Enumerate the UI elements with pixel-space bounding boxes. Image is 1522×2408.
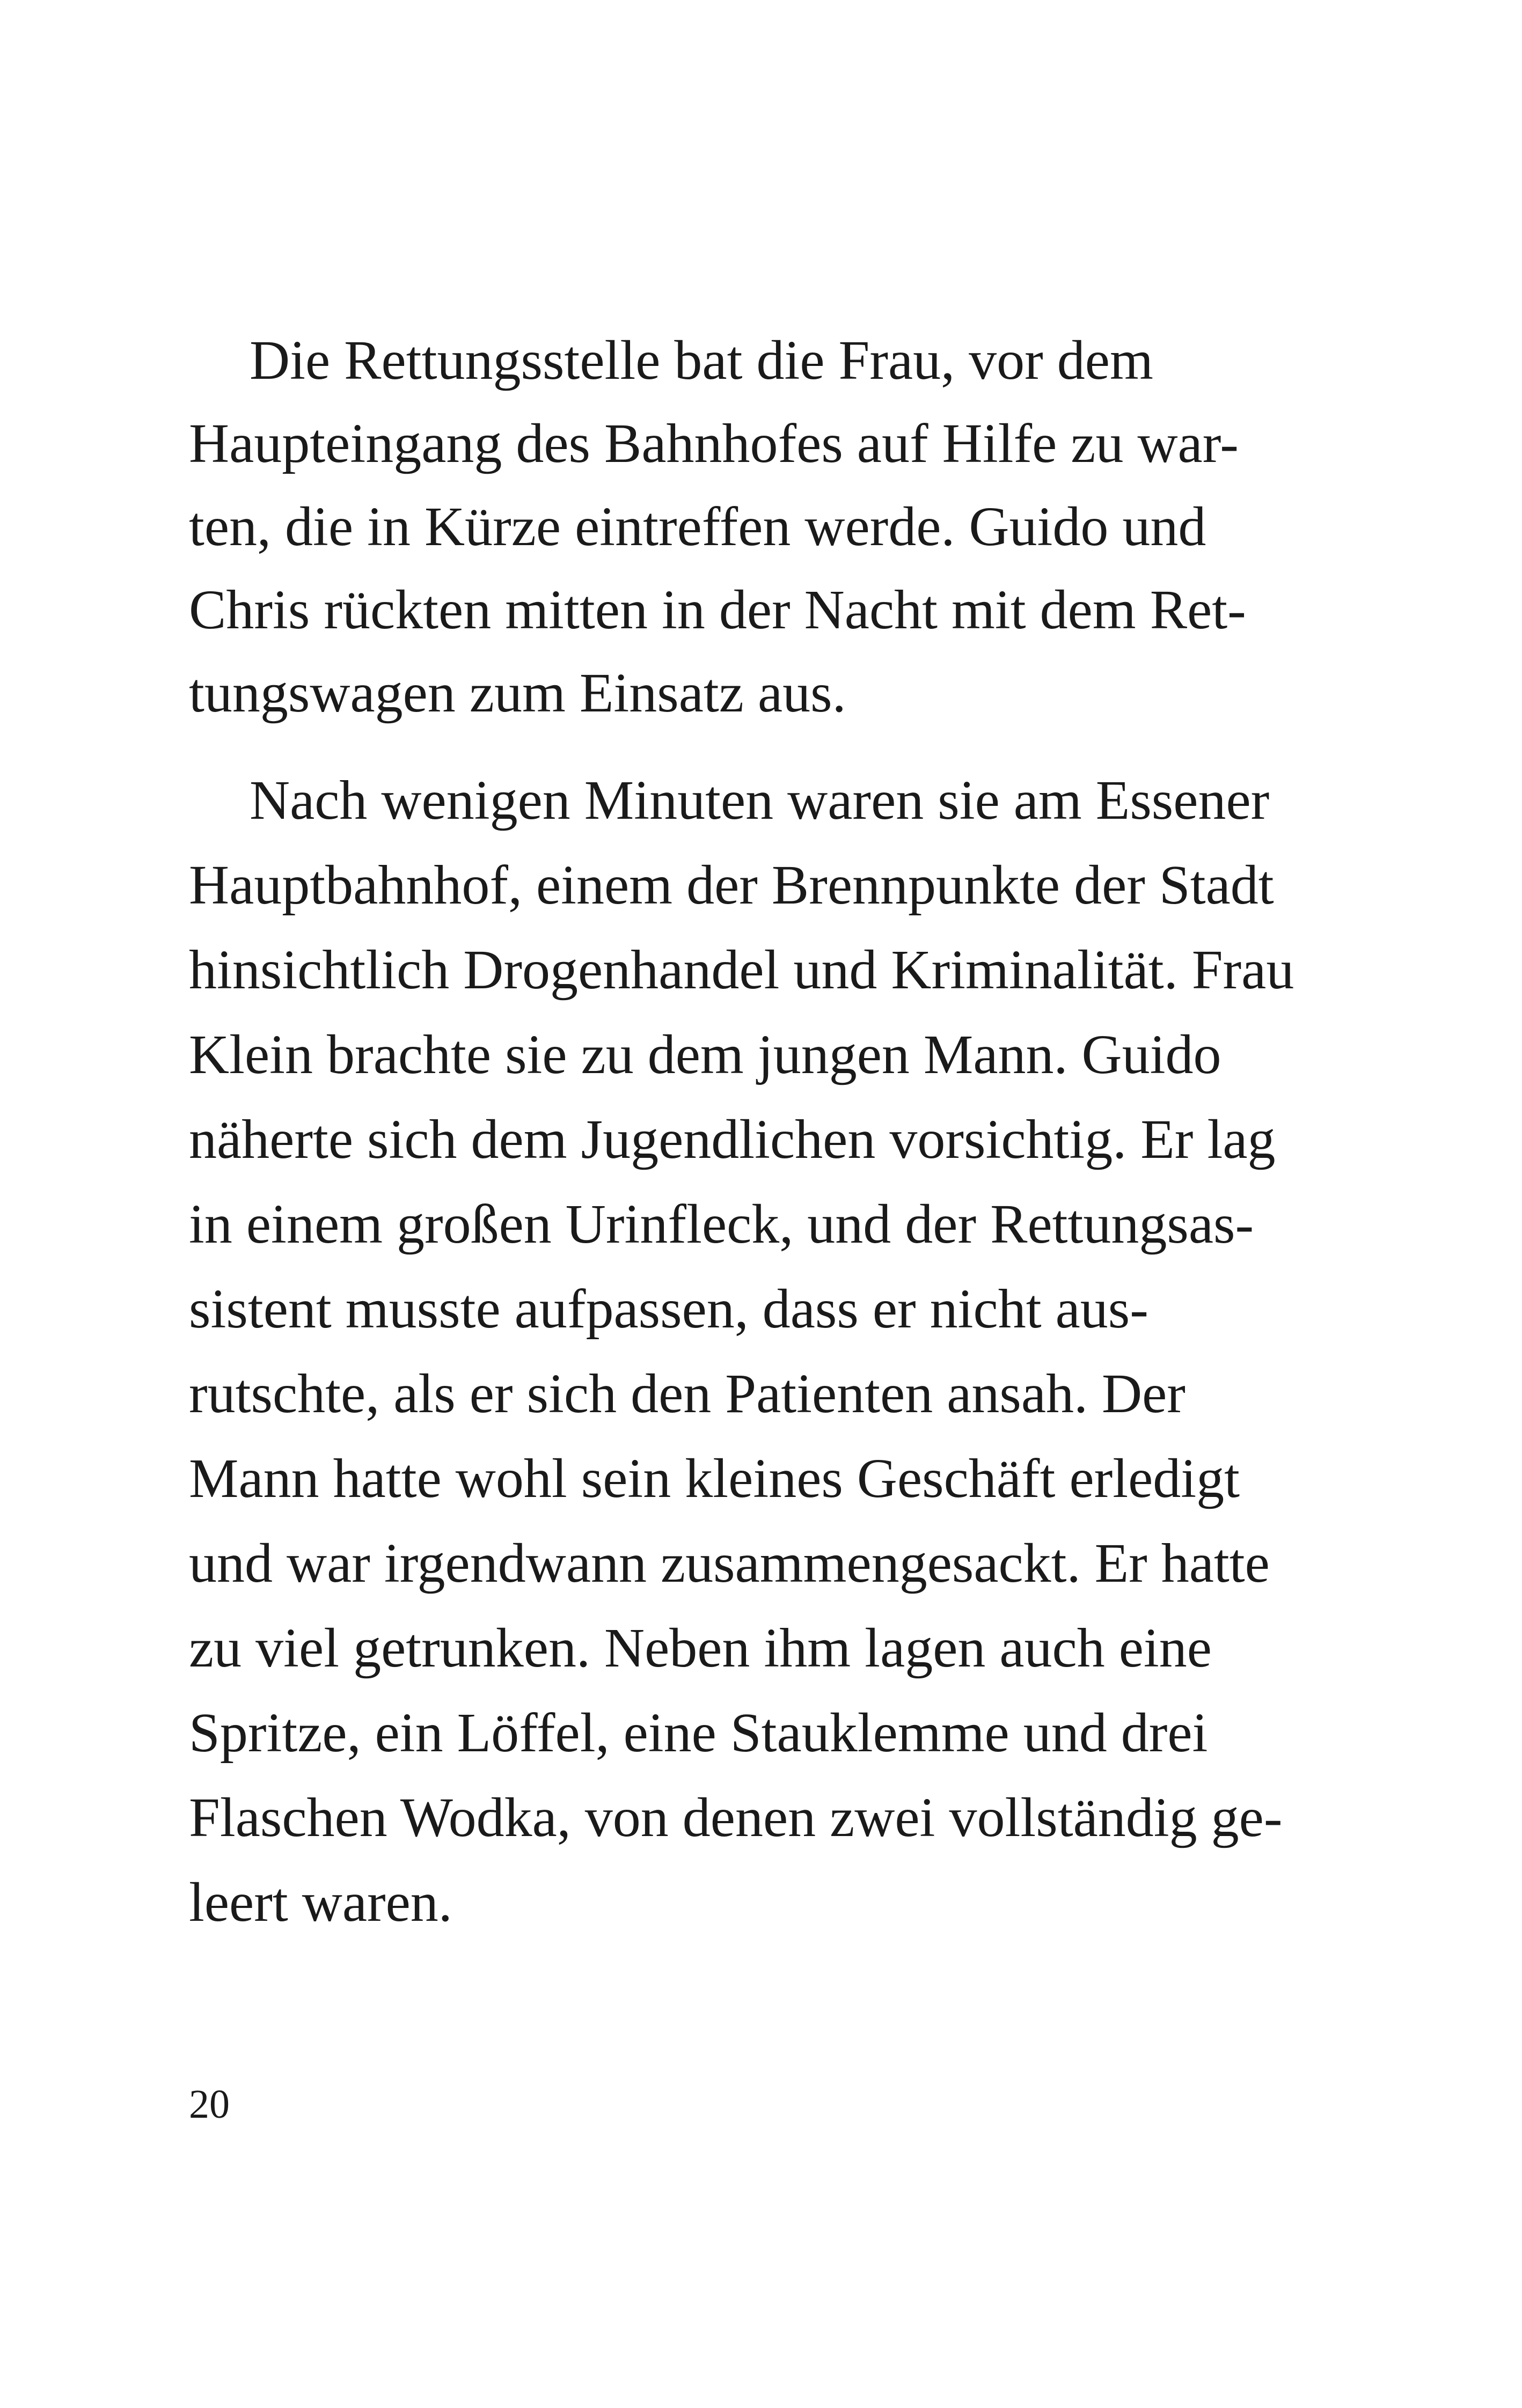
text-line: Klein brachte sie zu dem jungen Mann. Guido xyxy=(189,1024,1221,1085)
text-line: rutschte, als er sich den Patienten ansah. Der xyxy=(189,1363,1186,1425)
text-line: leert waren. xyxy=(189,1871,452,1933)
text-line: Nach wenigen Minuten waren sie am Essener xyxy=(250,769,1270,831)
text-line: tungswagen zum Einsatz aus. xyxy=(189,662,846,724)
text-line: Chris rückten mitten in der Nacht mit dem Ret- xyxy=(189,579,1246,641)
page-number: 20 xyxy=(189,2082,230,2127)
text-line: Flaschen Wodka, von denen zwei vollständig ge- xyxy=(189,1787,1283,1848)
text-line: näherte sich dem Jugendlichen vorsichtig. Er lag xyxy=(189,1108,1276,1170)
text-line: in einem großen Urinfleck, und der Rettungsas- xyxy=(189,1193,1254,1255)
text-line: Die Rettungsstelle bat die Frau, vor dem xyxy=(250,329,1153,391)
text-line: Haupteingang des Bahnhofes auf Hilfe zu war- xyxy=(189,413,1239,474)
text-line: sistent musste aufpassen, dass er nicht aus- xyxy=(189,1278,1148,1340)
text-line: und war irgendwann zusammengesackt. Er hatte xyxy=(189,1532,1270,1594)
text-line: hinsichtlich Drogenhandel und Kriminalität. Frau xyxy=(189,939,1294,1001)
text-line: Mann hatte wohl sein kleines Geschäft erledigt xyxy=(189,1448,1240,1509)
text-line: Spritze, ein Löffel, eine Stauklemme und drei xyxy=(189,1702,1208,1764)
text-line: Hauptbahnhof, einem der Brennpunkte der Stadt xyxy=(189,854,1274,916)
text-line: zu viel getrunken. Neben ihm lagen auch eine xyxy=(189,1617,1212,1679)
text-line: ten, die in Kürze eintreffen werde. Guido und xyxy=(189,496,1206,557)
